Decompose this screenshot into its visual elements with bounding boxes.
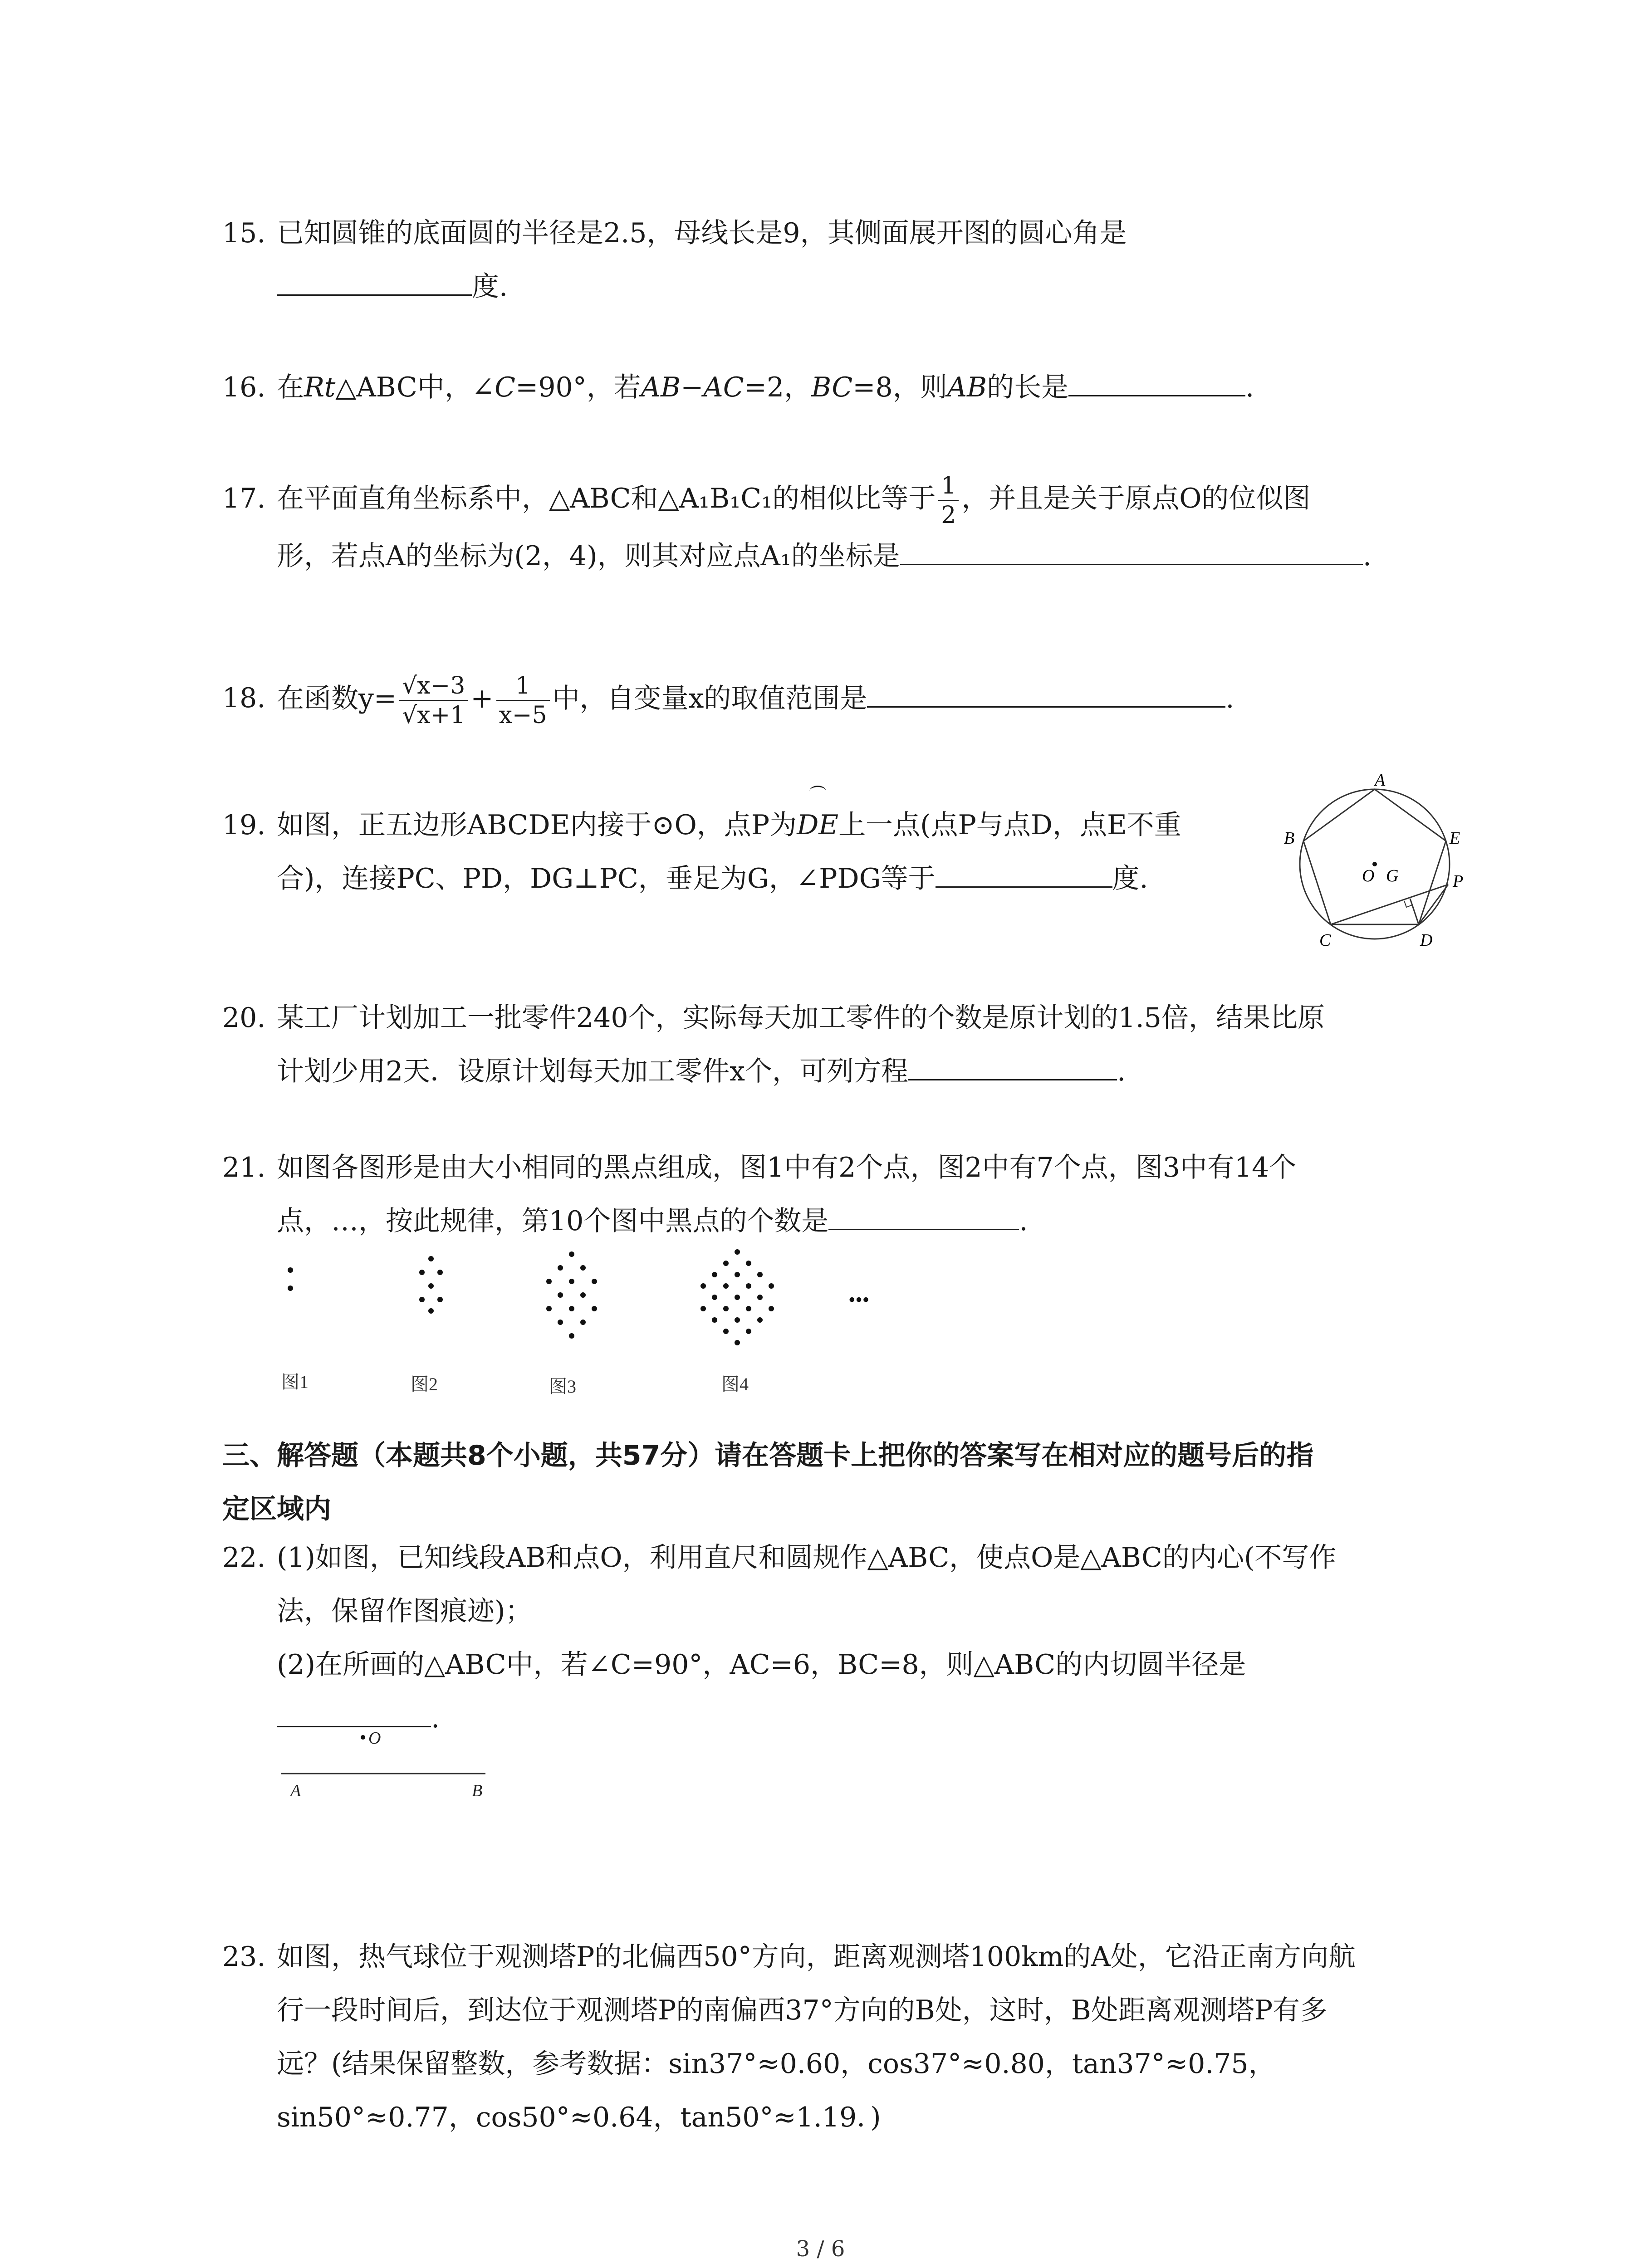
question-text: 如图，热气球位于观测塔P的北偏西50°方向，距离观测塔100km的A处，它沿正南方向航 (277, 1941, 1356, 1973)
question-text: ，并且是关于原点O的位似图 (961, 483, 1311, 515)
text: . (431, 1702, 440, 1734)
question-16 (222, 361, 1474, 414)
question-text: 中，自变量x的取值范围是 (552, 683, 867, 714)
label-g: G (1386, 866, 1399, 885)
label-b: B (472, 1781, 483, 1800)
segment-pd (1419, 885, 1448, 924)
label-b: B (1284, 829, 1295, 848)
label-e: E (1450, 829, 1460, 848)
answer-blank[interactable] (936, 856, 1112, 888)
answer-blank[interactable] (900, 534, 1363, 565)
question-text: 度. (1112, 863, 1148, 894)
text: =2， (744, 371, 812, 403)
segment-ab-figure (272, 1724, 508, 1805)
answer-blank[interactable] (277, 264, 472, 296)
question-number: 22. (222, 1542, 266, 1574)
question-text: 在函数y= (277, 683, 397, 714)
segment-pc (1331, 885, 1448, 924)
question-22 (222, 1531, 1474, 1745)
numerator: √x−3 (399, 672, 468, 701)
label-c: C (1319, 931, 1331, 950)
arc-de: DE (797, 798, 838, 852)
label-a: A (290, 1781, 301, 1800)
label-o: O (1362, 866, 1375, 885)
math-rt: Rt (304, 371, 336, 403)
fraction (399, 672, 468, 729)
answer-blank[interactable] (908, 1049, 1117, 1080)
caption-3: 图3 (549, 1376, 576, 1397)
math-var: AC (703, 371, 744, 403)
text: . (1245, 371, 1254, 403)
text: 在 (277, 371, 304, 403)
question-number: 23. (222, 1941, 266, 1973)
math-var: AB (947, 371, 987, 403)
question-text: 度. (472, 271, 508, 303)
question-text: sin50°≈0.77，cos50°≈0.64，tan50°≈1.19．) (277, 2102, 881, 2133)
question-text: 合)，连接PC、PD，DG⊥PC，垂足为G，∠PDG等于 (277, 863, 936, 894)
point-o (361, 1735, 365, 1740)
page-number: 3 / 6 (796, 2236, 845, 2262)
figure-3 (546, 1251, 597, 1339)
question-text: 已知圆锥的底面圆的半径是2.5，母线长是9，其侧面展开图的圆心角是 (277, 217, 1127, 249)
caption-1: 图1 (281, 1372, 309, 1392)
question-number: 15. (222, 217, 266, 249)
question-text: 如图，正五边形ABCDE内接于⊙O，点P为 (277, 809, 797, 841)
question-23 (222, 1930, 1474, 2144)
question-number: 20. (222, 1002, 266, 1034)
answer-blank[interactable] (277, 1696, 431, 1727)
section-heading-line: 三、解答题（本题共8个小题，共57分）请在答题卡上把你的答案写在相对应的题号后的指 (222, 1440, 1314, 1471)
caption-2: 图2 (411, 1374, 438, 1394)
question-text: 上一点(点P与点D，点E不重 (838, 809, 1181, 841)
math-triangle: △ABC (335, 371, 417, 403)
figure-4 (700, 1249, 774, 1345)
text: + (470, 683, 494, 714)
figure-2 (419, 1256, 443, 1314)
text: . (1225, 683, 1234, 714)
label-p: P (1453, 872, 1464, 891)
question-21 (222, 1141, 1474, 1248)
ellipsis: ••• (848, 1289, 870, 1311)
fraction (938, 472, 959, 529)
math-var: AB (641, 371, 681, 403)
center-point (1372, 862, 1377, 866)
question-number: 16. (222, 371, 266, 403)
segment-dg (1410, 899, 1419, 924)
label-d: D (1420, 931, 1433, 950)
question-number: 17. (222, 483, 266, 514)
dot-pattern-figure (263, 1243, 944, 1406)
question-text: 法，保留作图痕迹)； (277, 1595, 533, 1627)
answer-blank[interactable] (828, 1199, 1019, 1230)
question-20 (222, 991, 1474, 1098)
text: − (681, 371, 704, 403)
denominator: x−5 (499, 701, 547, 729)
question-19 (222, 798, 1266, 905)
question-text: (2)在所画的△ABC中，若∠C=90°，AC=6，BC=8，则△ABC的内切圆半径是 (277, 1649, 1246, 1681)
question-text: (1)如图，已知线段AB和点O，利用直尺和圆规作△ABC，使点O是△ABC的内心(不写作 (277, 1542, 1337, 1574)
math-var: BC (811, 371, 853, 403)
question-text: 远？(结果保留整数，参考数据：sin37°≈0.60，cos37°≈0.80，tan37°≈0.75， (277, 2048, 1276, 2080)
question-text: 行一段时间后，到达位于观测塔P的南偏西37°方向的B处，这时，B处距离观测塔P有多 (277, 1994, 1327, 2026)
question-text: 在平面直角坐标系中，△ABC和△A₁B₁C₁的相似比等于 (277, 483, 936, 515)
question-17 (222, 472, 1474, 583)
question-text: 形，若点A的坐标为(2，4)，则其对应点A₁的坐标是 (277, 540, 900, 572)
answer-blank[interactable] (1068, 365, 1245, 396)
pentagon-abcde (1303, 789, 1446, 924)
question-text: 如图各图形是由大小相同的黑点组成，图1中有2个点，图2中有7个点，图3中有14个 (277, 1152, 1297, 1183)
numerator: 1 (496, 672, 550, 701)
question-number: 18. (222, 682, 266, 714)
answer-blank[interactable] (867, 676, 1225, 708)
denominator: √x+1 (402, 701, 465, 729)
text: 的长是 (987, 371, 1069, 403)
text: =90°，若 (515, 371, 641, 403)
figure-1 (288, 1267, 293, 1291)
text: 中，∠ (417, 371, 495, 403)
section-heading (222, 1429, 1484, 1536)
label-a: A (1375, 771, 1386, 790)
text: . (1117, 1056, 1126, 1087)
question-number: 19. (222, 809, 266, 841)
text: . (1362, 540, 1372, 572)
pentagon-figure (1266, 771, 1502, 953)
fraction (496, 672, 550, 729)
question-15 (222, 206, 1474, 313)
section-heading-line: 定区域内 (222, 1493, 331, 1525)
question-text: 某工厂计划加工一批零件240个，实际每天加工零件的个数是原计划的1.5倍，结果比原 (277, 1002, 1325, 1034)
label-o: O (368, 1729, 381, 1748)
question-text: 点，…，按此规律，第10个图中黑点的个数是 (277, 1205, 829, 1237)
caption-4: 图4 (721, 1374, 749, 1394)
denominator: 2 (941, 502, 956, 529)
numerator: 1 (938, 472, 959, 501)
question-text: 计划少用2天．设原计划每天加工零件x个，可列方程 (277, 1056, 909, 1087)
question-18 (222, 653, 1474, 744)
text: . (1019, 1205, 1028, 1237)
math-var: C (495, 371, 516, 403)
text: =8，则 (852, 371, 947, 403)
question-number: 21. (222, 1152, 266, 1183)
